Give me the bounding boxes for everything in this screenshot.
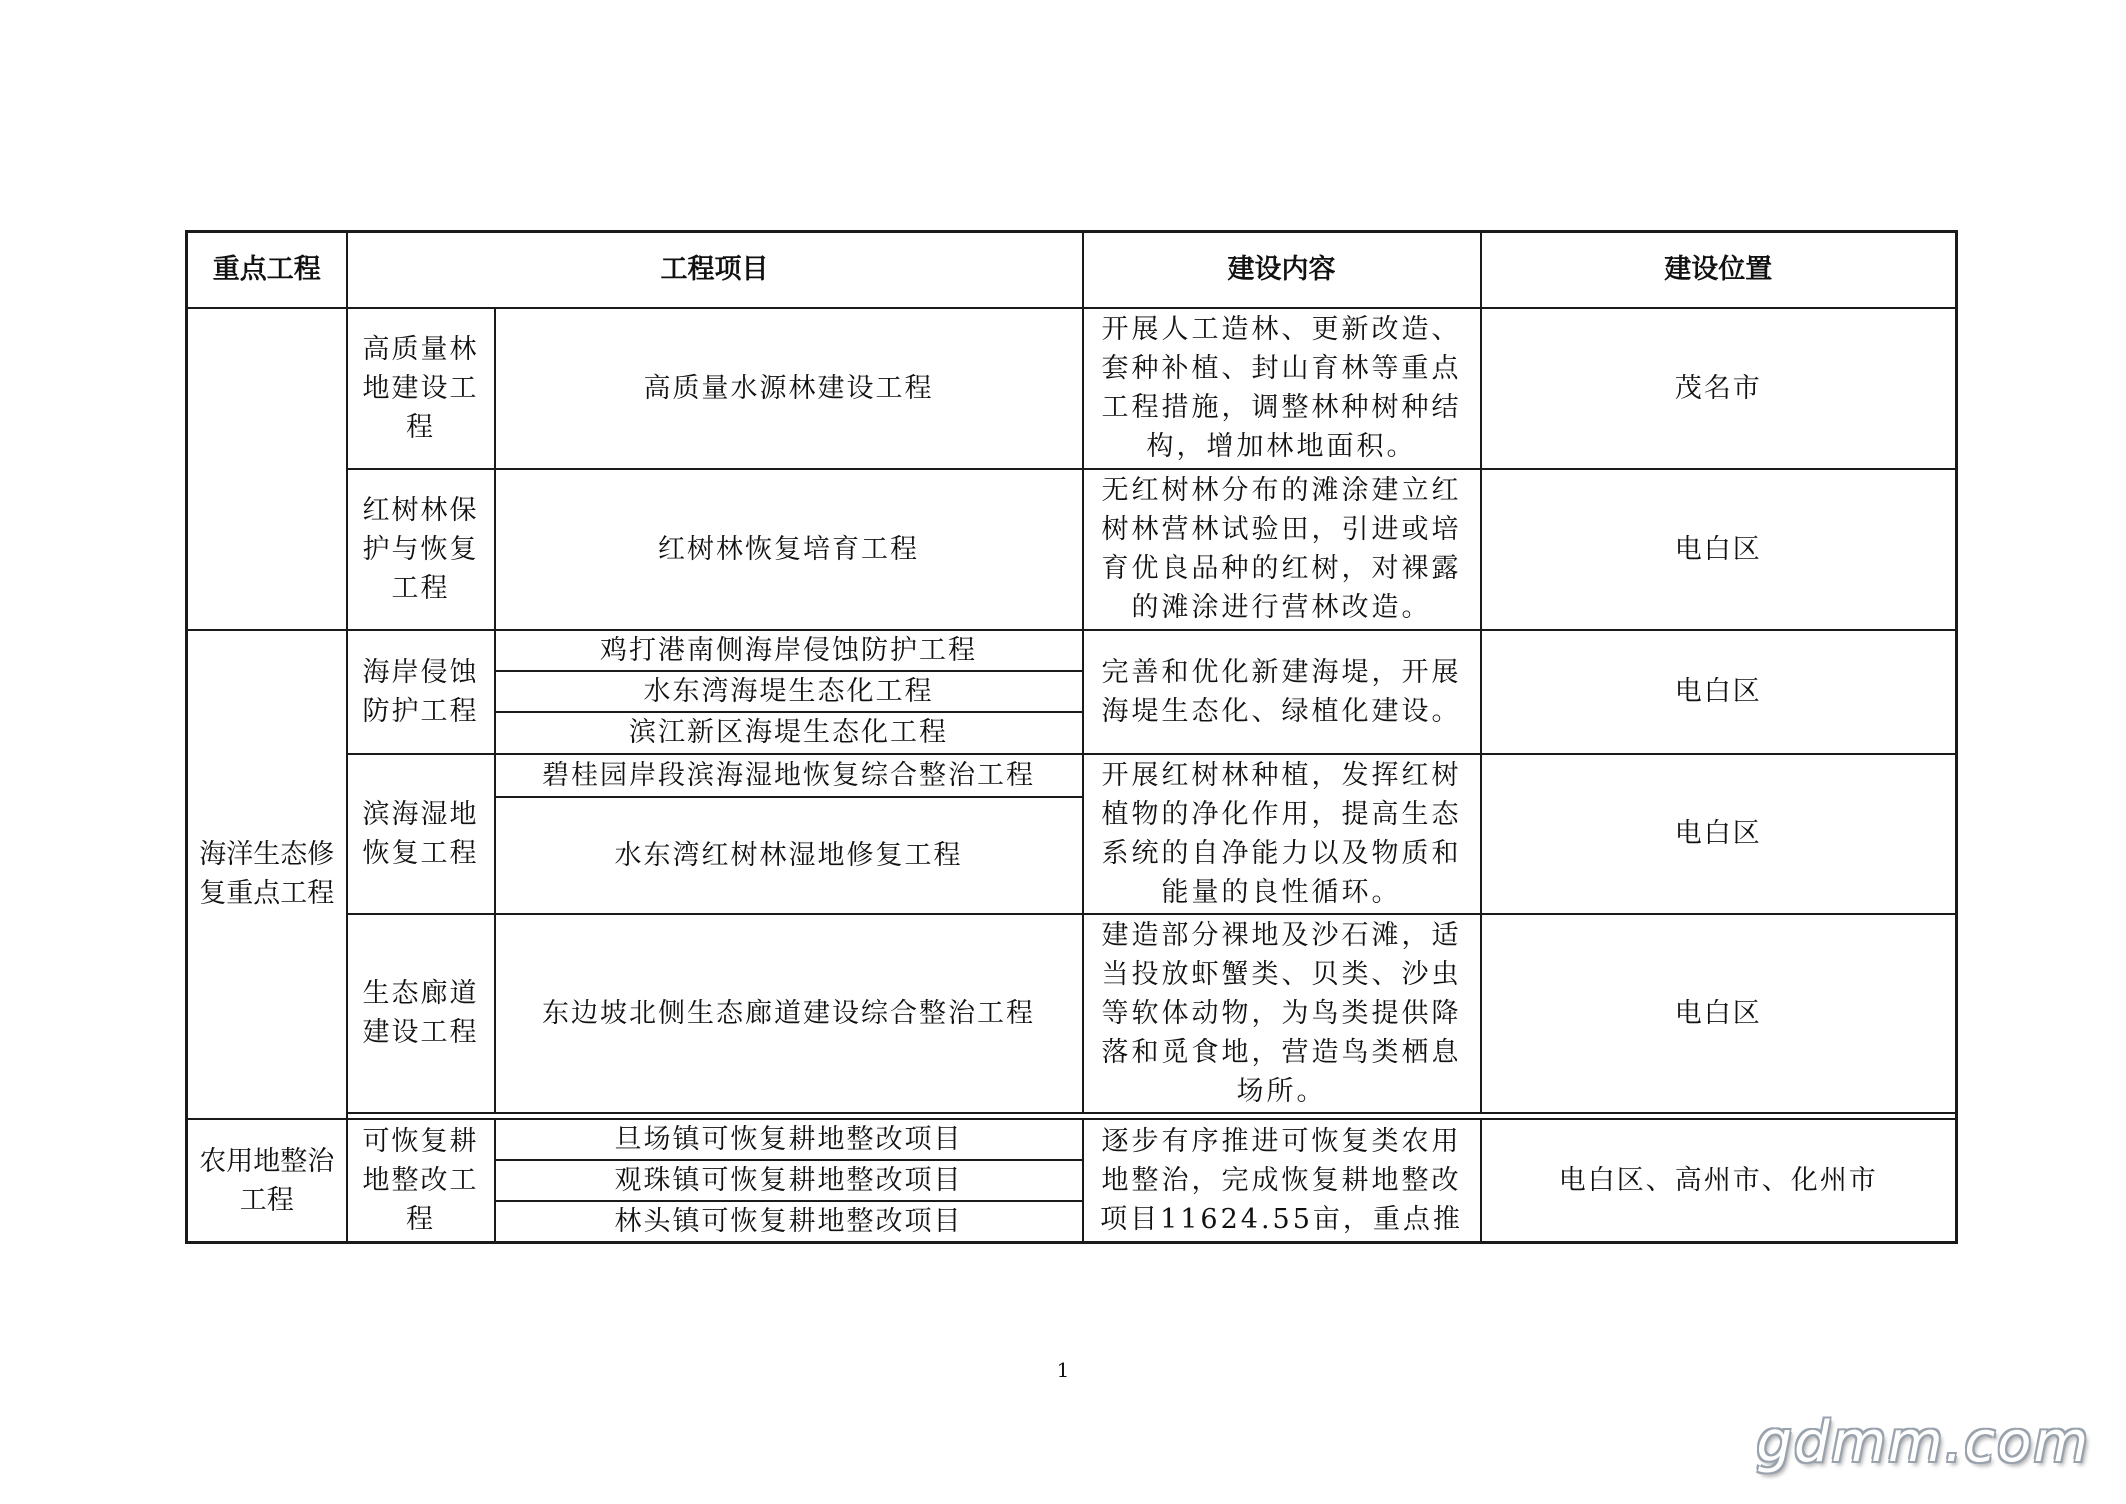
subproject-name: 可恢复耕地整改工程 bbox=[347, 1119, 495, 1243]
location-cell: 茂名市 bbox=[1481, 308, 1957, 469]
item-name: 观珠镇可恢复耕地整改项目 bbox=[495, 1160, 1083, 1201]
content-cell: 完善和优化新建海堤，开展海堤生态化、绿植化建设。 bbox=[1083, 630, 1481, 754]
item-name: 滨江新区海堤生态化工程 bbox=[495, 712, 1083, 754]
table-row bbox=[187, 754, 1957, 797]
header-project-item: 工程项目 bbox=[347, 232, 1083, 308]
subproject-name: 海岸侵蚀防护工程 bbox=[347, 630, 495, 754]
subproject-name: 高质量林地建设工程 bbox=[347, 308, 495, 469]
subproject-name: 滨海湿地恢复工程 bbox=[347, 754, 495, 914]
page-number: 1 bbox=[1056, 1358, 1070, 1382]
item-name: 林头镇可恢复耕地整改项目 bbox=[495, 1201, 1083, 1243]
location-cell: 电白区 bbox=[1481, 914, 1957, 1113]
watermark-logo: gdmm.com bbox=[1756, 1410, 2090, 1475]
subproject-name: 生态廊道建设工程 bbox=[347, 914, 495, 1113]
content-cell: 开展人工造林、更新改造、套种补植、封山育林等重点工程措施，调整林种树种结构，增加林地面积。 bbox=[1083, 308, 1481, 469]
item-name: 旦场镇可恢复耕地整改项目 bbox=[495, 1119, 1083, 1160]
category-cell: 农用地整治工程 bbox=[187, 1119, 347, 1243]
table-row bbox=[187, 308, 1957, 469]
item-name: 红树林恢复培育工程 bbox=[495, 469, 1083, 630]
location-cell: 电白区 bbox=[1481, 630, 1957, 754]
subproject-name: 红树林保护与恢复工程 bbox=[347, 469, 495, 630]
location-cell: 电白区 bbox=[1481, 469, 1957, 630]
header-key-project: 重点工程 bbox=[187, 232, 347, 308]
category-cell: 海洋生态修复重点工程 bbox=[187, 630, 347, 1120]
table-row bbox=[187, 630, 1957, 671]
content-cell: 建造部分裸地及沙石滩，适当投放虾蟹类、贝类、沙虫等软体动物，为鸟类提供降落和觅食地，营造鸟类栖息场所。 bbox=[1083, 914, 1481, 1113]
content-cell: 开展红树林种植，发挥红树植物的净化作用，提高生态系统的自净能力以及物质和能量的良性循环。 bbox=[1083, 754, 1481, 914]
item-name: 碧桂园岸段滨海湿地恢复综合整治工程 bbox=[495, 754, 1083, 797]
table-row bbox=[187, 914, 1957, 1113]
location-cell: 电白区 bbox=[1481, 754, 1957, 914]
category-cell bbox=[187, 308, 347, 630]
header-content: 建设内容 bbox=[1083, 232, 1481, 308]
project-table bbox=[185, 230, 1958, 1244]
location-cell: 电白区、高州市、化州市 bbox=[1481, 1119, 1957, 1243]
item-name: 水东湾海堤生态化工程 bbox=[495, 671, 1083, 712]
content-cell: 无红树林分布的滩涂建立红树林营林试验田，引进或培育优良品种的红树，对裸露的滩涂进行营林改造。 bbox=[1083, 469, 1481, 630]
item-name: 鸡打港南侧海岸侵蚀防护工程 bbox=[495, 630, 1083, 671]
item-name: 水东湾红树林湿地修复工程 bbox=[495, 797, 1083, 914]
header-location: 建设位置 bbox=[1481, 232, 1957, 308]
table-row bbox=[187, 469, 1957, 630]
header-row bbox=[187, 232, 1957, 308]
table-row bbox=[187, 1119, 1957, 1160]
content-cell: 逐步有序推进可恢复类农用地整治，完成恢复耕地整改项目11624.55亩，重点推 bbox=[1083, 1119, 1481, 1243]
item-name: 高质量水源林建设工程 bbox=[495, 308, 1083, 469]
item-name: 东边坡北侧生态廊道建设综合整治工程 bbox=[495, 914, 1083, 1113]
